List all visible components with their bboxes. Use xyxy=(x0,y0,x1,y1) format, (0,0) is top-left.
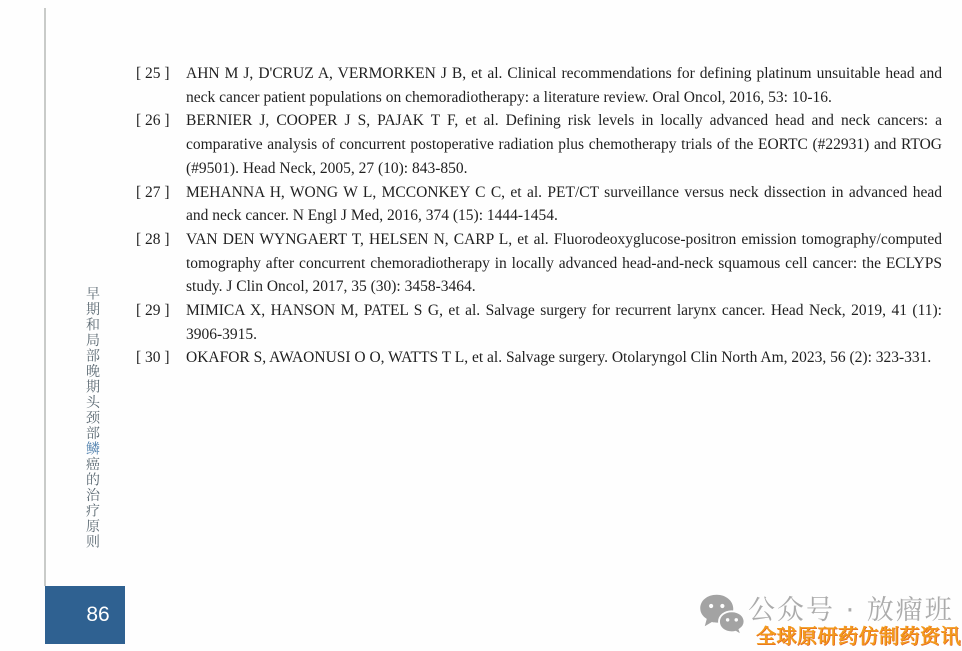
reference-item xyxy=(136,299,942,346)
reference-item xyxy=(136,181,942,228)
reference-label: [ 25 ] xyxy=(136,65,170,82)
watermark-account-text: 公众号 · 放瘤班 xyxy=(748,595,954,626)
page-number-box xyxy=(45,586,125,644)
reference-text: VAN DEN WYNGAERT T, HELSEN N, CARP L, et al. Fluorodeoxyglucose-positron emission tomography/computed tomography after concurrent chemoradiotherapy in locally advanced head-and-neck squamous cell cancer: the ECLYPS study. J Clin Oncol, 2017, 35 (30): 3458-3464. xyxy=(186,230,942,296)
reference-item xyxy=(136,62,942,109)
reference-text: MEHANNA H, WONG W L, MCCONKEY C C, et al. PET/CT surveillance versus neck dissection in advanced head and neck cancer. N Engl J Med, 2016, 374 (15): 1444-1454. xyxy=(186,183,942,225)
reference-item xyxy=(136,109,942,180)
reference-item xyxy=(136,228,942,299)
page-number: 86 xyxy=(86,603,110,626)
reference-label: [ 26 ] xyxy=(136,112,170,130)
reference-text: BERNIER J, COOPER J S, PAJAK T F, et al. Defining risk levels in locally advanced head and neck cancers: a comparative analysis of concurrent postoperative radiation plus chemotherapy trials of the EORTC (#22931) and RTOG (#9501). Head Neck, 2005, 27 (10): 843-850. xyxy=(186,112,942,177)
sidebar-title-segment: 鳞 xyxy=(84,441,100,457)
watermark-banner-text: 全球原研药仿制药资讯 xyxy=(756,624,961,648)
sidebar-title-segment: 早期和局部晚期头颈部 xyxy=(84,286,100,441)
reference-label: [ 28 ] xyxy=(136,230,170,248)
wechat-icon xyxy=(698,592,746,638)
reference-label: [ 30 ] xyxy=(136,349,170,367)
reference-item xyxy=(136,346,942,370)
reference-list xyxy=(136,62,942,370)
reference-text: MIMICA X, HANSON M, PATEL S G, et al. Salvage surgery for recurrent larynx cancer. Head Neck, 2019, 41 (11): 3906-3915. xyxy=(186,302,942,343)
page-edge-rule xyxy=(44,8,46,586)
reference-text: AHN M J, D'CRUZ A, VERMORKEN J B, et al. Clinical recommendations for defining platinum unsuitable head and neck cancer patient populations on chemoradiotherapy: a literature review. Oral Oncol, 2016, 53: 10-16. xyxy=(186,65,942,106)
reference-text: OKAFOR S, AWAONUSI O O, WATTS T L, et al. Salvage surgery. Otolaryngol Clin North Am, 2023, 56 (2): 323-331. xyxy=(186,349,932,367)
sidebar-vertical-title xyxy=(82,286,102,550)
sidebar-title-segment: 癌的治疗原则 xyxy=(84,456,100,550)
reference-label: [ 29 ] xyxy=(136,302,170,320)
reference-label: [ 27 ] xyxy=(136,183,170,201)
